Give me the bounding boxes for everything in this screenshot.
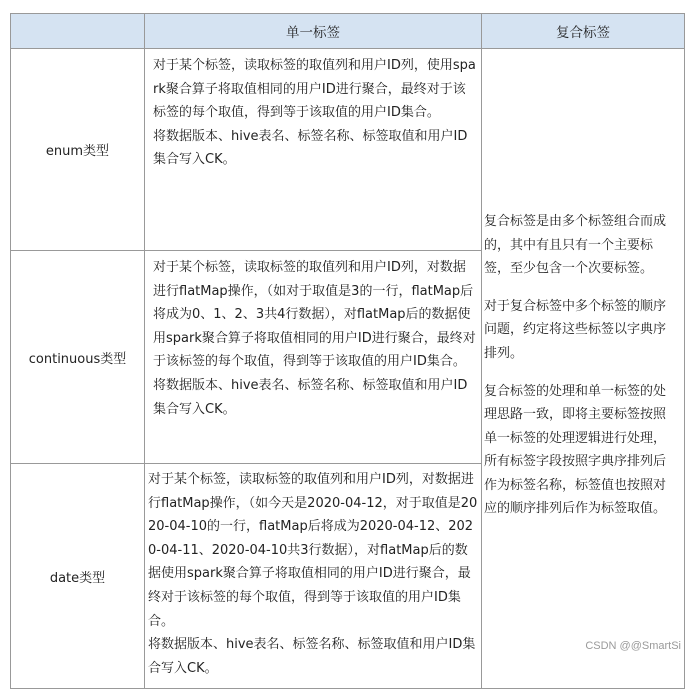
- single-tag-cell-date: [145, 464, 482, 689]
- header-row: [11, 14, 685, 49]
- composite-tag-cell: [482, 49, 685, 689]
- tag-processing-table: [10, 13, 685, 689]
- date-paragraph-1: 对于某个标签，读取标签的取值列和用户ID列，对数据进行flatMap操作，（如今天是2020-04-12，对于取值是2020-04-10的一行，flatMap后将成为2020-04-12、2020-04-11、2020-04-10共3行数据），对flatMap后的数据使用spark聚合算子将取值相同的用户ID进行聚合，最终对于该标签的每个取值，得到等于该取值的用户ID集合。: [148, 472, 478, 629]
- csdn-watermark: CSDN @@SmartSi: [585, 640, 681, 652]
- composite-paragraph-3: 复合标签的处理和单一标签的处理思路一致，即将主要标签按照单一标签的处理逻辑进行处理，所有标签字段按照字典序排列后作为标签名称，标签值也按照对应的顺序排列后作为标签取值。: [484, 383, 667, 517]
- row-label-continuous: continuous类型: [11, 251, 145, 464]
- enum-paragraph-2: 将数据版本、hive表名、标签名称、标签取值和用户ID集合写入CK。: [153, 128, 468, 168]
- header-empty-cell: [11, 14, 145, 49]
- single-tag-cell-enum: [145, 49, 482, 251]
- composite-paragraph-1: 复合标签是由多个标签组合而成的，其中有且只有一个主要标签，至少包含一个次要标签。: [484, 213, 667, 277]
- continuous-paragraph-2: 将数据版本、hive表名、标签名称、标签取值和用户ID集合写入CK。: [153, 377, 468, 417]
- table-row-enum: [11, 49, 685, 251]
- row-label-enum: enum类型: [11, 49, 145, 251]
- composite-paragraph-2: 对于复合标签中多个标签的顺序问题，约定将这些标签以字典序排列。: [484, 298, 667, 361]
- enum-paragraph-1: 对于某个标签，读取标签的取值列和用户ID列，使用spark聚合算子将取值相同的用户ID进行聚合，最终对于该标签的每个取值，得到等于该取值的用户ID集合。: [153, 58, 476, 121]
- date-paragraph-2: 将数据版本、hive表名、标签名称、标签取值和用户ID集合写入CK。: [148, 637, 476, 676]
- continuous-paragraph-1: 对于某个标签，读取标签的取值列和用户ID列，对数据进行flatMap操作，（如对于取值是3的一行，flatMap后将成为0、1、2、3共4行数据），对flatMap后的数据使用spark聚合算子将取值相同的用户ID进行聚合，最终对于该标签的每个取值，得到等于该取值的用户ID集合。: [153, 260, 476, 370]
- header-composite-tag: 复合标签: [482, 14, 685, 49]
- single-tag-cell-continuous: [145, 251, 482, 464]
- row-label-date: date类型: [11, 464, 145, 689]
- header-single-tag: 单一标签: [145, 14, 482, 49]
